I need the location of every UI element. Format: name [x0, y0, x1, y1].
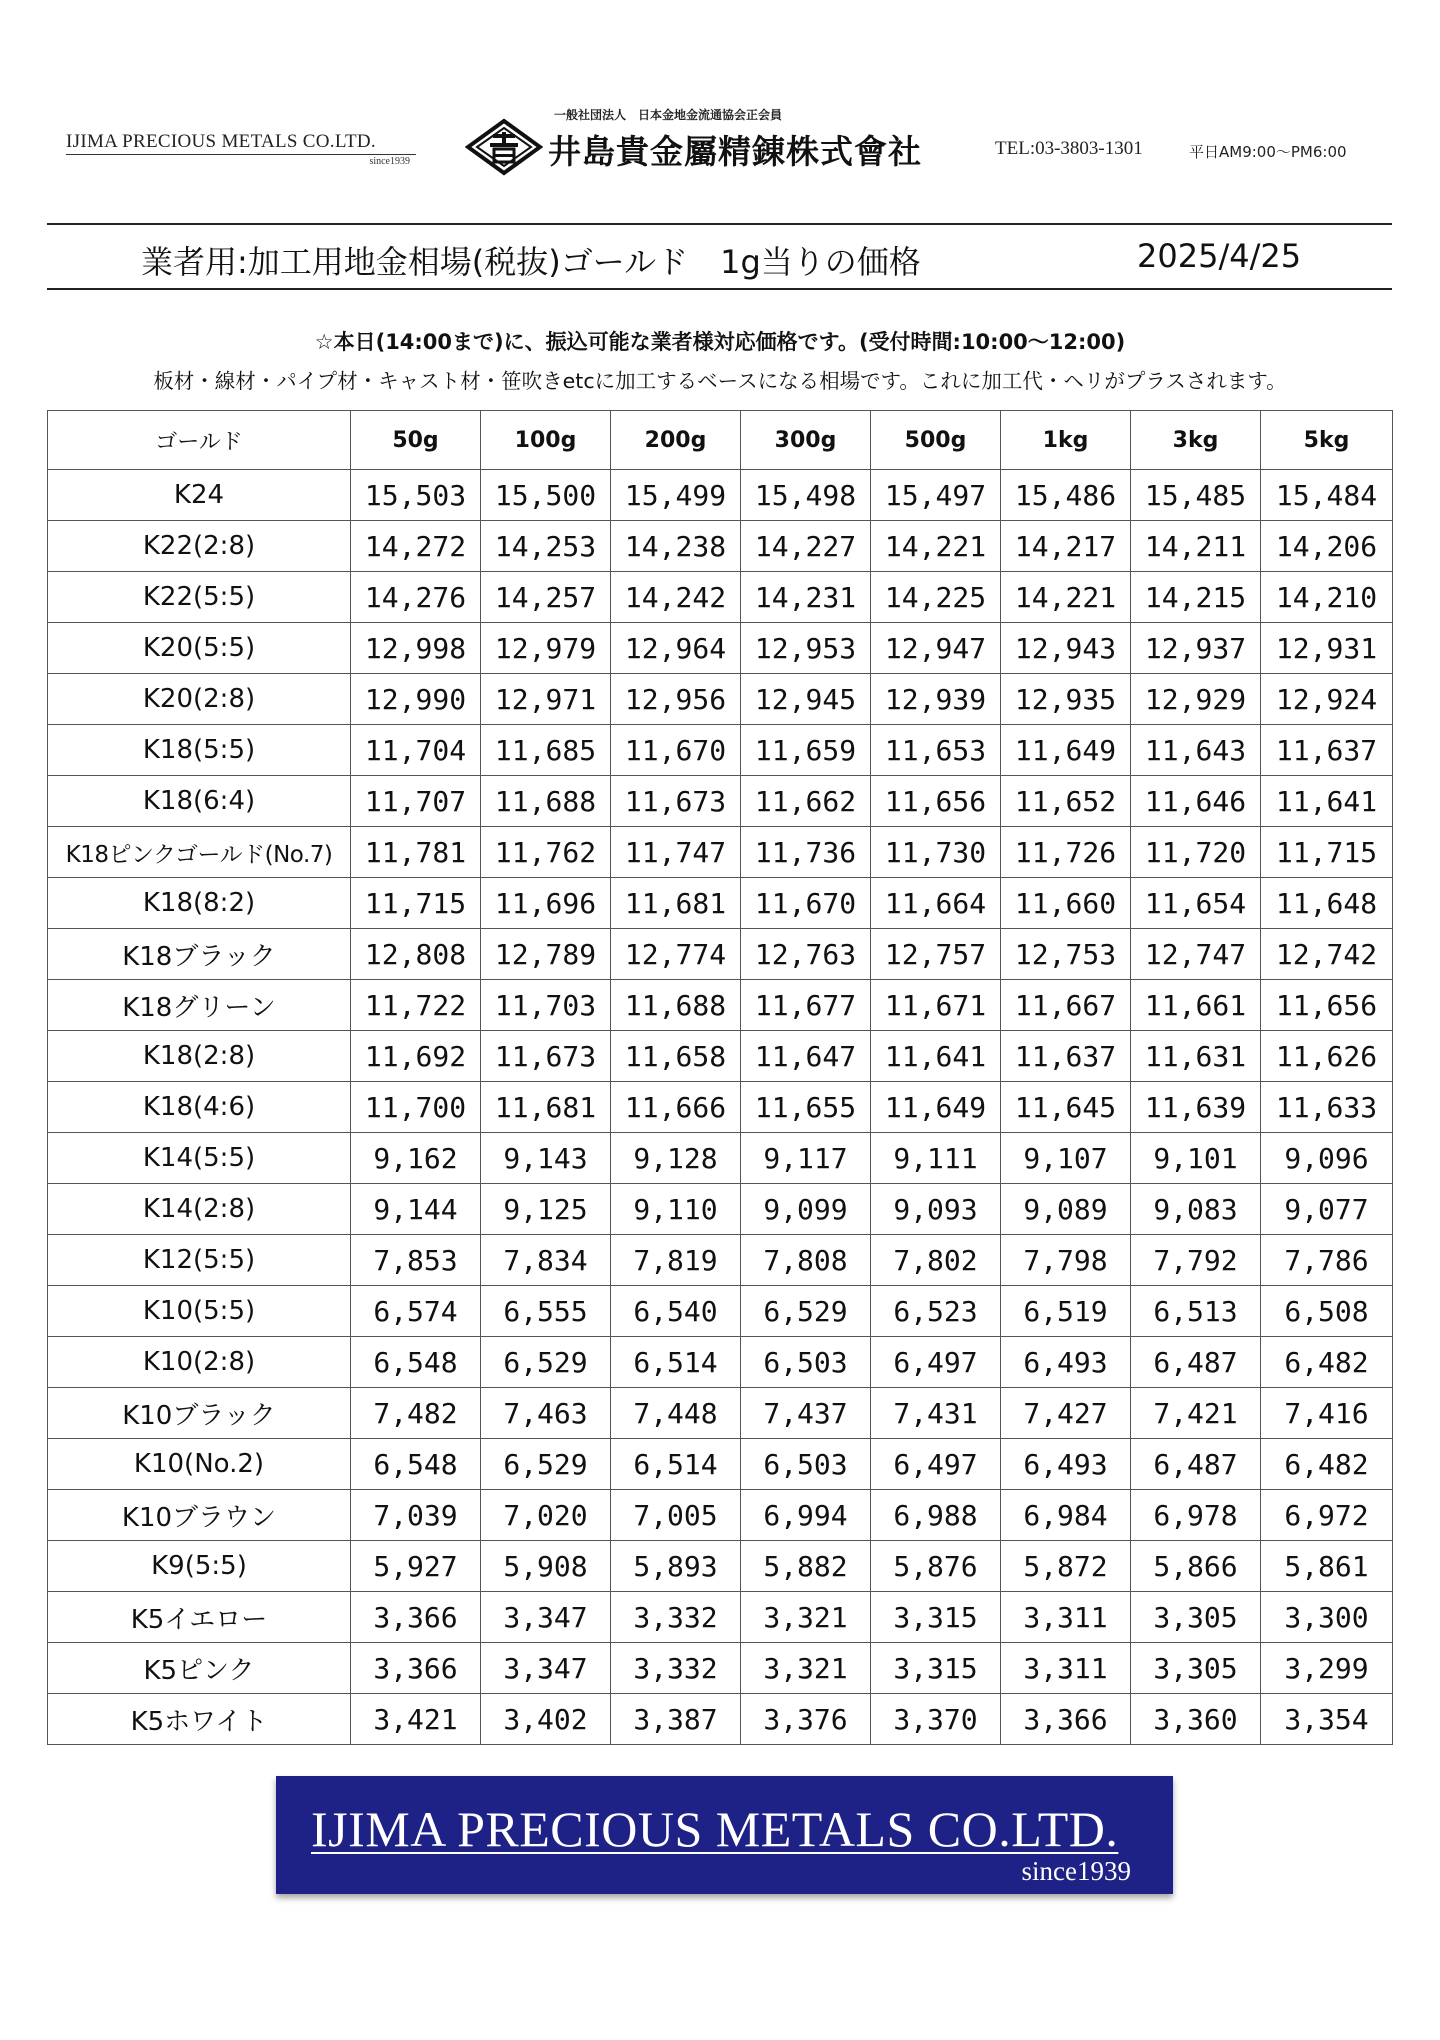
table-row	[48, 1388, 1393, 1439]
grade-cell: K10(5:5)	[48, 1286, 351, 1337]
grade-cell: K10ブラウン	[48, 1490, 351, 1541]
banner-since-year: since1939	[1021, 1856, 1131, 1886]
price-cell: 9,144	[351, 1184, 481, 1235]
price-cell: 12,789	[481, 929, 611, 980]
price-cell: 11,653	[871, 725, 1001, 776]
price-cell: 6,529	[481, 1439, 611, 1490]
price-cell: 3,315	[871, 1592, 1001, 1643]
price-cell: 6,514	[611, 1439, 741, 1490]
table-row	[48, 980, 1393, 1031]
price-cell: 11,736	[741, 827, 871, 878]
price-cell: 14,257	[481, 572, 611, 623]
price-cell: 11,781	[351, 827, 481, 878]
price-cell: 12,939	[871, 674, 1001, 725]
column-header-weight: 300g	[741, 411, 871, 470]
price-cell: 3,315	[871, 1643, 1001, 1694]
price-cell: 7,005	[611, 1490, 741, 1541]
price-cell: 7,437	[741, 1388, 871, 1439]
price-cell: 14,215	[1131, 572, 1261, 623]
price-cell: 11,647	[741, 1031, 871, 1082]
price-cell: 11,747	[611, 827, 741, 878]
price-cell: 3,332	[611, 1643, 741, 1694]
grade-cell: K5イエロー	[48, 1592, 351, 1643]
price-cell: 12,998	[351, 623, 481, 674]
price-cell: 3,347	[481, 1592, 611, 1643]
price-cell: 14,211	[1131, 521, 1261, 572]
price-cell: 3,421	[351, 1694, 481, 1745]
price-cell: 6,503	[741, 1337, 871, 1388]
price-cell: 3,332	[611, 1592, 741, 1643]
table-row	[48, 674, 1393, 725]
column-header-weight: 200g	[611, 411, 741, 470]
table-row	[48, 1235, 1393, 1286]
price-cell: 3,321	[741, 1643, 871, 1694]
column-header-grade: ゴールド	[48, 411, 351, 470]
grade-cell: K10(No.2)	[48, 1439, 351, 1490]
price-cell: 3,299	[1261, 1643, 1393, 1694]
price-cell: 14,238	[611, 521, 741, 572]
price-cell: 14,276	[351, 572, 481, 623]
price-cell: 6,497	[871, 1337, 1001, 1388]
price-cell: 3,387	[611, 1694, 741, 1745]
price-cell: 11,707	[351, 776, 481, 827]
price-table	[47, 410, 1393, 1745]
price-cell: 3,366	[1001, 1694, 1131, 1745]
price-cell: 12,931	[1261, 623, 1393, 674]
grade-cell: K12(5:5)	[48, 1235, 351, 1286]
price-cell: 11,637	[1001, 1031, 1131, 1082]
price-cell: 15,498	[741, 470, 871, 521]
price-cell: 14,231	[741, 572, 871, 623]
price-cell: 7,416	[1261, 1388, 1393, 1439]
price-cell: 11,696	[481, 878, 611, 929]
table-row	[48, 878, 1393, 929]
price-cell: 9,110	[611, 1184, 741, 1235]
price-cell: 11,688	[481, 776, 611, 827]
price-cell: 11,645	[1001, 1082, 1131, 1133]
price-cell: 11,631	[1131, 1031, 1261, 1082]
price-cell: 11,722	[351, 980, 481, 1031]
price-cell: 11,660	[1001, 878, 1131, 929]
price-cell: 12,924	[1261, 674, 1393, 725]
price-cell: 6,508	[1261, 1286, 1393, 1337]
price-cell: 9,111	[871, 1133, 1001, 1184]
price-cell: 7,834	[481, 1235, 611, 1286]
price-cell: 12,757	[871, 929, 1001, 980]
price-cell: 7,039	[351, 1490, 481, 1541]
price-cell: 15,497	[871, 470, 1001, 521]
banner-company-name: IJIMA PRECIOUS METALS CO.LTD.	[311, 1801, 1119, 1857]
table-row	[48, 1184, 1393, 1235]
price-cell: 11,641	[1261, 776, 1393, 827]
price-cell: 6,529	[741, 1286, 871, 1337]
price-cell: 15,500	[481, 470, 611, 521]
table-row	[48, 1592, 1393, 1643]
price-cell: 3,370	[871, 1694, 1001, 1745]
price-cell: 5,872	[1001, 1541, 1131, 1592]
price-cell: 7,482	[351, 1388, 481, 1439]
price-cell: 9,077	[1261, 1184, 1393, 1235]
price-cell: 11,720	[1131, 827, 1261, 878]
price-cell: 3,354	[1261, 1694, 1393, 1745]
price-cell: 11,655	[741, 1082, 871, 1133]
price-cell: 9,117	[741, 1133, 871, 1184]
price-cell: 11,715	[1261, 827, 1393, 878]
price-cell: 7,463	[481, 1388, 611, 1439]
price-cell: 6,513	[1131, 1286, 1261, 1337]
price-cell: 11,641	[871, 1031, 1001, 1082]
price-cell: 12,763	[741, 929, 871, 980]
price-cell: 12,943	[1001, 623, 1131, 674]
column-header-weight: 5kg	[1261, 411, 1393, 470]
price-cell: 11,688	[611, 980, 741, 1031]
price-cell: 3,311	[1001, 1643, 1131, 1694]
price-cell: 9,162	[351, 1133, 481, 1184]
price-cell: 11,715	[351, 878, 481, 929]
grade-cell: K18(4:6)	[48, 1082, 351, 1133]
price-cell: 12,953	[741, 623, 871, 674]
price-cell: 7,792	[1131, 1235, 1261, 1286]
price-cell: 11,659	[741, 725, 871, 776]
price-cell: 6,503	[741, 1439, 871, 1490]
table-row	[48, 1439, 1393, 1490]
company-name-en-block	[66, 131, 416, 167]
price-cell: 7,802	[871, 1235, 1001, 1286]
price-cell: 14,225	[871, 572, 1001, 623]
price-cell: 11,704	[351, 725, 481, 776]
price-cell: 11,673	[611, 776, 741, 827]
price-cell: 11,649	[1001, 725, 1131, 776]
price-cell: 3,321	[741, 1592, 871, 1643]
price-cell: 12,742	[1261, 929, 1393, 980]
title-bar	[47, 223, 1392, 290]
grade-cell: K20(2:8)	[48, 674, 351, 725]
price-cell: 6,574	[351, 1286, 481, 1337]
price-cell: 6,487	[1131, 1337, 1261, 1388]
company-name-jp: 井島貴金屬精錬株式會社	[548, 132, 922, 171]
price-cell: 9,107	[1001, 1133, 1131, 1184]
table-row	[48, 725, 1393, 776]
price-cell: 3,366	[351, 1643, 481, 1694]
price-cell: 14,253	[481, 521, 611, 572]
price-cell: 3,300	[1261, 1592, 1393, 1643]
price-cell: 12,929	[1131, 674, 1261, 725]
price-cell: 9,101	[1131, 1133, 1261, 1184]
column-header-weight: 500g	[871, 411, 1001, 470]
table-row	[48, 929, 1393, 980]
price-cell: 12,990	[351, 674, 481, 725]
price-cell: 9,099	[741, 1184, 871, 1235]
price-cell: 7,853	[351, 1235, 481, 1286]
grade-cell: K9(5:5)	[48, 1541, 351, 1592]
grade-cell: K24	[48, 470, 351, 521]
price-cell: 14,221	[1001, 572, 1131, 623]
price-cell: 3,366	[351, 1592, 481, 1643]
grade-cell: K18(8:2)	[48, 878, 351, 929]
page-title: 業者用:加工用地金相場(税抜)ゴールド 1g当りの価格	[141, 243, 921, 281]
price-cell: 6,540	[611, 1286, 741, 1337]
price-cell: 11,637	[1261, 725, 1393, 776]
price-cell: 11,671	[871, 980, 1001, 1031]
price-cell: 6,482	[1261, 1337, 1393, 1388]
table-row	[48, 623, 1393, 674]
grade-cell: K5ピンク	[48, 1643, 351, 1694]
price-cell: 5,882	[741, 1541, 871, 1592]
footer-banner	[276, 1776, 1173, 1894]
grade-cell: K18(6:4)	[48, 776, 351, 827]
price-cell: 11,681	[611, 878, 741, 929]
price-cell: 14,217	[1001, 521, 1131, 572]
price-cell: 7,448	[611, 1388, 741, 1439]
price-cell: 9,143	[481, 1133, 611, 1184]
price-cell: 12,753	[1001, 929, 1131, 980]
grade-cell: K20(5:5)	[48, 623, 351, 674]
price-cell: 5,861	[1261, 1541, 1393, 1592]
price-cell: 3,305	[1131, 1643, 1261, 1694]
price-cell: 3,376	[741, 1694, 871, 1745]
table-row	[48, 572, 1393, 623]
price-cell: 6,972	[1261, 1490, 1393, 1541]
price-cell: 5,927	[351, 1541, 481, 1592]
price-cell: 5,876	[871, 1541, 1001, 1592]
price-cell: 6,988	[871, 1490, 1001, 1541]
grade-cell: K18ピンクゴールド(No.7)	[48, 827, 351, 878]
price-cell: 6,523	[871, 1286, 1001, 1337]
column-header-weight: 50g	[351, 411, 481, 470]
price-cell: 9,128	[611, 1133, 741, 1184]
company-emblem-icon	[465, 118, 543, 176]
table-row	[48, 776, 1393, 827]
price-cell: 3,402	[481, 1694, 611, 1745]
price-cell: 15,503	[351, 470, 481, 521]
table-row	[48, 470, 1393, 521]
price-cell: 12,964	[611, 623, 741, 674]
price-cell: 12,747	[1131, 929, 1261, 980]
price-cell: 12,947	[871, 623, 1001, 674]
price-cell: 11,633	[1261, 1082, 1393, 1133]
notice-deadline: ☆本日(14:00まで)に、振込可能な業者様対応価格です。(受付時間:10:00～12:00)	[314, 330, 1126, 354]
price-cell: 6,497	[871, 1439, 1001, 1490]
price-cell: 6,487	[1131, 1439, 1261, 1490]
price-cell: 14,272	[351, 521, 481, 572]
price-cell: 11,656	[871, 776, 1001, 827]
price-cell: 5,866	[1131, 1541, 1261, 1592]
price-cell: 11,692	[351, 1031, 481, 1082]
table-row	[48, 1286, 1393, 1337]
price-cell: 6,994	[741, 1490, 871, 1541]
price-cell: 14,221	[871, 521, 1001, 572]
price-cell: 12,935	[1001, 674, 1131, 725]
table-row	[48, 1031, 1393, 1082]
price-cell: 7,808	[741, 1235, 871, 1286]
grade-cell: K5ホワイト	[48, 1694, 351, 1745]
price-cell: 12,808	[351, 929, 481, 980]
price-cell: 9,093	[871, 1184, 1001, 1235]
price-cell: 11,648	[1261, 878, 1393, 929]
price-cell: 15,485	[1131, 470, 1261, 521]
table-row	[48, 1643, 1393, 1694]
grade-cell: K18グリーン	[48, 980, 351, 1031]
price-date: 2025/4/25	[1137, 237, 1302, 275]
grade-cell: K14(5:5)	[48, 1133, 351, 1184]
price-cell: 12,979	[481, 623, 611, 674]
price-cell: 7,431	[871, 1388, 1001, 1439]
price-cell: 9,096	[1261, 1133, 1393, 1184]
price-cell: 7,798	[1001, 1235, 1131, 1286]
table-row	[48, 1337, 1393, 1388]
grade-cell: K10(2:8)	[48, 1337, 351, 1388]
since-year: since1939	[369, 156, 410, 167]
price-cell: 7,786	[1261, 1235, 1393, 1286]
price-cell: 9,083	[1131, 1184, 1261, 1235]
price-cell: 5,893	[611, 1541, 741, 1592]
price-cell: 12,937	[1131, 623, 1261, 674]
association-membership: 一般社団法人 日本金地金流通協会正会員	[554, 108, 783, 122]
price-cell: 6,984	[1001, 1490, 1131, 1541]
price-cell: 11,673	[481, 1031, 611, 1082]
column-header-weight: 100g	[481, 411, 611, 470]
price-cell: 12,945	[741, 674, 871, 725]
price-cell: 3,305	[1131, 1592, 1261, 1643]
price-cell: 6,493	[1001, 1337, 1131, 1388]
column-header-weight: 3kg	[1131, 411, 1261, 470]
price-cell: 7,819	[611, 1235, 741, 1286]
price-cell: 11,685	[481, 725, 611, 776]
price-cell: 11,656	[1261, 980, 1393, 1031]
price-cell: 11,677	[741, 980, 871, 1031]
price-cell: 9,089	[1001, 1184, 1131, 1235]
price-cell: 12,971	[481, 674, 611, 725]
price-cell: 11,643	[1131, 725, 1261, 776]
price-cell: 11,703	[481, 980, 611, 1031]
table-row	[48, 1133, 1393, 1184]
grade-cell: K22(2:8)	[48, 521, 351, 572]
phone-number: TEL:03-3803-1301	[995, 138, 1143, 159]
price-cell: 6,482	[1261, 1439, 1393, 1490]
price-cell: 11,664	[871, 878, 1001, 929]
price-cell: 11,681	[481, 1082, 611, 1133]
price-cell: 11,670	[611, 725, 741, 776]
price-cell: 5,908	[481, 1541, 611, 1592]
price-cell: 14,210	[1261, 572, 1393, 623]
price-cell: 11,726	[1001, 827, 1131, 878]
price-cell: 6,519	[1001, 1286, 1131, 1337]
price-cell: 11,762	[481, 827, 611, 878]
grade-cell: K18(2:8)	[48, 1031, 351, 1082]
price-cell: 11,654	[1131, 878, 1261, 929]
price-cell: 11,661	[1131, 980, 1261, 1031]
grade-cell: K10ブラック	[48, 1388, 351, 1439]
price-cell: 6,555	[481, 1286, 611, 1337]
grade-cell: K18(5:5)	[48, 725, 351, 776]
price-cell: 11,626	[1261, 1031, 1393, 1082]
price-cell: 11,670	[741, 878, 871, 929]
price-cell: 7,427	[1001, 1388, 1131, 1439]
price-cell: 11,658	[611, 1031, 741, 1082]
grade-cell: K14(2:8)	[48, 1184, 351, 1235]
price-cell: 6,548	[351, 1439, 481, 1490]
price-cell: 14,206	[1261, 521, 1393, 572]
table-row	[48, 1490, 1393, 1541]
price-cell: 14,227	[741, 521, 871, 572]
price-cell: 3,360	[1131, 1694, 1261, 1745]
price-cell: 11,646	[1131, 776, 1261, 827]
table-row	[48, 827, 1393, 878]
price-cell: 6,978	[1131, 1490, 1261, 1541]
price-cell: 3,311	[1001, 1592, 1131, 1643]
price-cell: 11,662	[741, 776, 871, 827]
table-header-row	[48, 411, 1393, 470]
price-cell: 3,347	[481, 1643, 611, 1694]
price-cell: 14,242	[611, 572, 741, 623]
price-cell: 12,956	[611, 674, 741, 725]
table-row	[48, 521, 1393, 572]
grade-cell: K22(5:5)	[48, 572, 351, 623]
price-cell: 11,652	[1001, 776, 1131, 827]
business-hours: 平日AM9:00～PM6:00	[1189, 143, 1347, 161]
price-cell: 15,499	[611, 470, 741, 521]
table-row	[48, 1082, 1393, 1133]
price-cell: 11,666	[611, 1082, 741, 1133]
price-cell: 6,514	[611, 1337, 741, 1388]
price-cell: 7,020	[481, 1490, 611, 1541]
column-header-weight: 1kg	[1001, 411, 1131, 470]
company-name-en: IJIMA PRECIOUS METALS CO.LTD.	[66, 131, 416, 155]
price-cell: 15,484	[1261, 470, 1393, 521]
price-cell: 11,730	[871, 827, 1001, 878]
grade-cell: K18ブラック	[48, 929, 351, 980]
price-cell: 15,486	[1001, 470, 1131, 521]
price-table-body	[48, 470, 1393, 1745]
price-cell: 6,529	[481, 1337, 611, 1388]
price-cell: 9,125	[481, 1184, 611, 1235]
table-row	[48, 1541, 1393, 1592]
table-row	[48, 1694, 1393, 1745]
price-cell: 11,639	[1131, 1082, 1261, 1133]
price-cell: 11,667	[1001, 980, 1131, 1031]
price-cell: 11,649	[871, 1082, 1001, 1133]
price-cell: 6,493	[1001, 1439, 1131, 1490]
price-cell: 6,548	[351, 1337, 481, 1388]
price-cell: 12,774	[611, 929, 741, 980]
notice-description: 板材・線材・パイプ材・キャスト材・笹吹きetcに加工するベースになる相場です。これに加工代・ヘリがプラスされます。	[153, 369, 1287, 393]
price-cell: 11,700	[351, 1082, 481, 1133]
price-cell: 7,421	[1131, 1388, 1261, 1439]
